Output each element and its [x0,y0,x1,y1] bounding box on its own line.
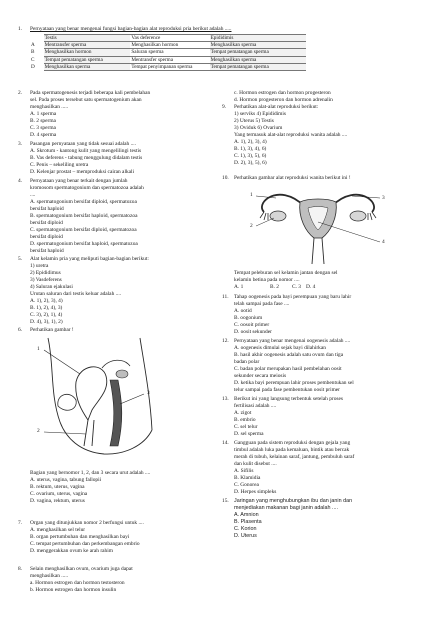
q6-label-1: 1 [37,346,40,352]
q4-option-c-cont: bersifat diploid [30,234,63,240]
q14-option-b: B. Klamidia [234,475,261,481]
q12-option-b: B. hasil akhir oogenesis adalah satu ovum dan tiga [234,352,344,358]
q5-item-3: 3) Vasdeferens [30,277,62,283]
q4-number: 4. [18,178,23,184]
q15-option-c: C. Korion [234,526,257,532]
q5-item-1: 1) uretra [30,263,49,269]
q1-table [30,34,306,71]
q5-line-1: Alat kelamin pria yang meliputi bagian-bagian berikut: [30,256,149,262]
q3-option-b: B. Vas deferens - tabung menggulung didalam testis [30,155,143,161]
q9-option-d: D. 2), 3), 5), 6) [234,160,267,166]
q5-number: 5. [18,256,23,262]
q7-option-a: A. menghasilkan sel telur [30,527,86,533]
q5-item-2: 2) Epididimus [30,270,61,276]
q4-option-d: D. spermatogonium bersifat haploid, spermatozoa [30,241,138,247]
q8-number: 8. [18,566,23,572]
q14-option-a: A. Sifilis [234,468,254,474]
q4-line-1: Pernyataan yang benar terkait dengan jumlah [30,178,128,184]
q2-option-b: B. 2 sperma [30,118,56,124]
q6-option-d: D. vagina, rektum, uterus [30,498,85,504]
q9-item-row-1: 1) serviks 4) Epididimis [234,111,286,117]
q10-label-3: 3 [382,195,385,201]
q6-number: 6. [18,327,23,333]
q5-option-d: D. 4), 3), 1), 2) [30,319,63,325]
q8-option-b: b. Hormon estrogen dan hormon insulin [30,587,117,593]
q5-option-b: B. 1), 2), 4), 3) [30,305,63,311]
q1-row-b: B Menghasilkan hormon Saluran sperma Tempat pematangan sperma [30,49,306,56]
q13-option-d: D. sel sperma [234,431,264,437]
q11-option-d: D. oosit sekunder [234,329,272,335]
q10-label-4: 4 [382,239,385,245]
q4-option-a: A. spermatogonium bersifat diploid, spermatozoa [30,199,137,205]
q9-option-c: C. 1), 3), 5), 6) [234,153,267,159]
q7-option-b: B. organ pertumbuhan dan menghasilkan bayi [30,534,130,540]
q3-number: 3. [18,141,23,147]
q11-option-c: C. oosoit primer [234,322,270,328]
q5-item-4: 4) Saluran ejakulasi [30,284,73,290]
q7-option-d: D. menggerakkan ovum ke arah rahim [30,548,113,554]
q1-header-testis: Testis [44,35,131,42]
q14-option-d: D. Herpes simpleks [234,489,277,495]
q5-line-question: Urutan saluran dari testis keluar adalah .... [30,291,122,297]
q10-option-c: C. 3 [292,284,301,290]
q1-row-d: D Menghasilkan sperma Tempat penyimpanan sperma Tempat pematangan sperma [30,63,306,70]
q3-option-d: D. Kelenjar prostat – memproduksi cairan alkali [30,169,135,175]
q15-number: 15. [222,498,229,504]
q2-option-d: D. 4 sperma [30,132,57,138]
q10-line-1: Perhatikan gambar alat reproduksi wanita berikut ini ! [234,175,351,181]
q1-header-epididimis: Epididimis [210,35,306,42]
q12-option-a: A. oogenesis dimulai sejak bayi dilahirkan [234,345,326,351]
female-reproductive-side-view-diagram [40,334,160,458]
q8-option-c: c. Hormon estrogen dan hormon progesteron [234,90,331,96]
q9-item-row-3: 3) Oviduk 6) Ovarium [234,125,283,131]
q9-number: 9. [222,104,227,110]
q4-line-3: .... [30,192,36,198]
q14-line-4: dan kulit disebut .... [234,461,277,467]
q10-after-1: Tempat peleburan sel kelamin jantan dengan sel [234,270,338,276]
q6-title: Perhatikan gambar ! [30,327,74,333]
q14-line-2: timbul adalah luka pada kemaluan, bintik atau bercak [234,447,350,453]
q14-option-c: C. Gonorea [234,482,259,488]
q2-option-c: C. 3 sperma [30,125,56,131]
q10-label-2: 2 [250,223,253,229]
q1-text: Pernyataan yang benar mengenai fungsi bagian-bagian alat reproduksi pria berikut adalah ..... [30,26,232,32]
q12-line-1: Pernyataan yang benar mengenai oogenesis adalah .... [234,338,351,344]
q6-option-b: B. rektum, uterus, vagina [30,484,85,490]
q15-option-a: A. Amnion [234,512,259,518]
q15-line-1: Jaringan yang menghubungkan ibu dan janin dan [234,498,353,504]
q3-option-c: C. Penis – sekeliling uretra [30,162,89,168]
q9-question: Yang termasuk alat-alat reproduksi wanita adalah .... [234,132,348,138]
q13-line-1: Berikut ini yang langsung terbentuk setelah proses [234,396,343,402]
q4-option-c: C. spermatogonium bersifat diploid, spermatozoa [30,227,137,233]
q4-option-a-cont: bersifat haploid [30,206,64,212]
q1-number: 1. [18,26,23,32]
q3-line-1: Pasangan pernyataan yang tidak sesuai adalah .... [30,141,136,147]
q13-option-c: C. sel telur [234,424,258,430]
q12-option-d-cont: telur sampai pada fase pembentukan oosit primer [234,387,340,393]
q8-line-2: menghasilkan ..... [30,573,69,579]
q15-option-b: B. Plasenta [234,519,262,525]
q11-line-1: Tahap oogenesis pada bayi perempuan yang baru lahir [234,294,352,300]
q2-line-1: Pada spermatogenesis terjadi beberapa kali pembelahan [30,90,151,96]
q14-number: 14. [222,440,229,446]
q1-header-vas: Vas deference [130,35,209,42]
q4-option-b-cont: bersifat diploid [30,220,63,226]
q12-option-c: C. badan polar merupakan hasil pembelahan oosit [234,366,342,372]
q1-row-c: C Tempat pematangan sperma Mentransfer sperma Menghasilkan sperma [30,56,306,63]
q15-option-d: D. Uterus [234,533,257,539]
q12-number: 12. [222,338,229,344]
q12-option-c-cont: sekunder secara meiosis [234,373,287,379]
q2-line-3: menghasilkan ..... [30,104,69,110]
q11-option-b: B. oogonium [234,315,263,321]
q6-option-c: C. ovarium, uterus, vagina [30,491,88,497]
q1-row-a: A Mentransfer sperma Menghasilkan hormon Menghasilkan sperma [30,42,306,49]
q8-option-a: a. Hormon estrogen dan hormon testosteron [30,580,125,586]
q11-line-2: telah sampai pada fase .... [234,301,290,307]
q6-label-2: 2 [37,428,40,434]
q10-label-1: 1 [250,192,253,198]
q13-line-2: fertilisasi adalah .... [234,403,277,409]
q7-option-c: C. tempat pertumbuhan dan perkembangan embrio [30,541,140,547]
q2-line-2: sel. Pada proses tersebut satu spermatogenium akan [30,97,142,103]
q10-number: 10. [222,175,229,181]
q13-number: 13. [222,396,229,402]
female-reproductive-front-view-diagram [256,186,380,268]
q14-line-3: merah di tubuh, kelainan saraf, jantung, pembuluh saraf [234,454,355,460]
q6-question: Bagian yang bernomor 1, 2, dan 3 secara urut adalah .... [30,470,151,476]
q5-option-c: C. 3), 2), 1), 4) [30,312,63,318]
q9-item-row-2: 2) Uterus 5) Testis [234,118,274,124]
q2-number: 2. [18,90,23,96]
q3-option-a: A. Skrotum - kantong kulit yang mengelilingi testis [30,148,142,154]
q7-line-1: Organ yang ditunjukkan nomor 2 berfungsi untuk .... [30,520,144,526]
q4-line-2: kromosom spermatogonium dan spermatozoa adalah [30,185,144,191]
q9-option-b: B. 1), 3), 4), 6) [234,146,267,152]
q8-line-1: Selain menghasilkan ovum, ovarium juga dapat [30,566,133,572]
q4-option-d-cont: bersifat haploid [30,248,64,254]
q12-option-d: D. ketika bayi perempuan lahir proses pembentukan sel [234,380,354,386]
q8-option-d: d. Hormon progesteron dan hormon adrenalin [234,97,333,103]
q4-option-b: B. spermatogonium bersifat haploid, spermatozoa [30,213,138,219]
q12-option-b-cont: badan polar [234,359,260,365]
q5-option-a: A. 1), 2), 3), 4) [30,298,63,304]
q9-line-1: Perhatikan alat-alat reproduksi berikut: [234,104,319,110]
q10-after-2: kelamin betina pada nomor .... [234,277,300,283]
q10-option-d: D. 4 [306,284,316,290]
q14-line-1: Gangguan pada sistem reproduksi dengan gejala yang [234,440,351,446]
q15-line-2: menjediakan makanan bagi janin adalah .... [234,505,338,511]
q13-option-b: B. embrio [234,417,256,423]
q13-option-a: A. zigot [234,410,252,416]
q9-option-a: A. 1), 2), 3), 4) [234,139,267,145]
q2-option-a: A. 1 sperma [30,111,57,117]
q6-label-3: 3 [147,390,150,396]
q10-option-b: B. 2 [270,284,279,290]
q11-number: 11. [222,294,229,300]
q10-option-a: A. 1 [234,284,244,290]
q7-number: 7. [18,520,23,526]
q6-option-a: A. uterus, vagina, tabung fallopii [30,477,102,483]
q11-option-a: A. ootid [234,308,252,314]
